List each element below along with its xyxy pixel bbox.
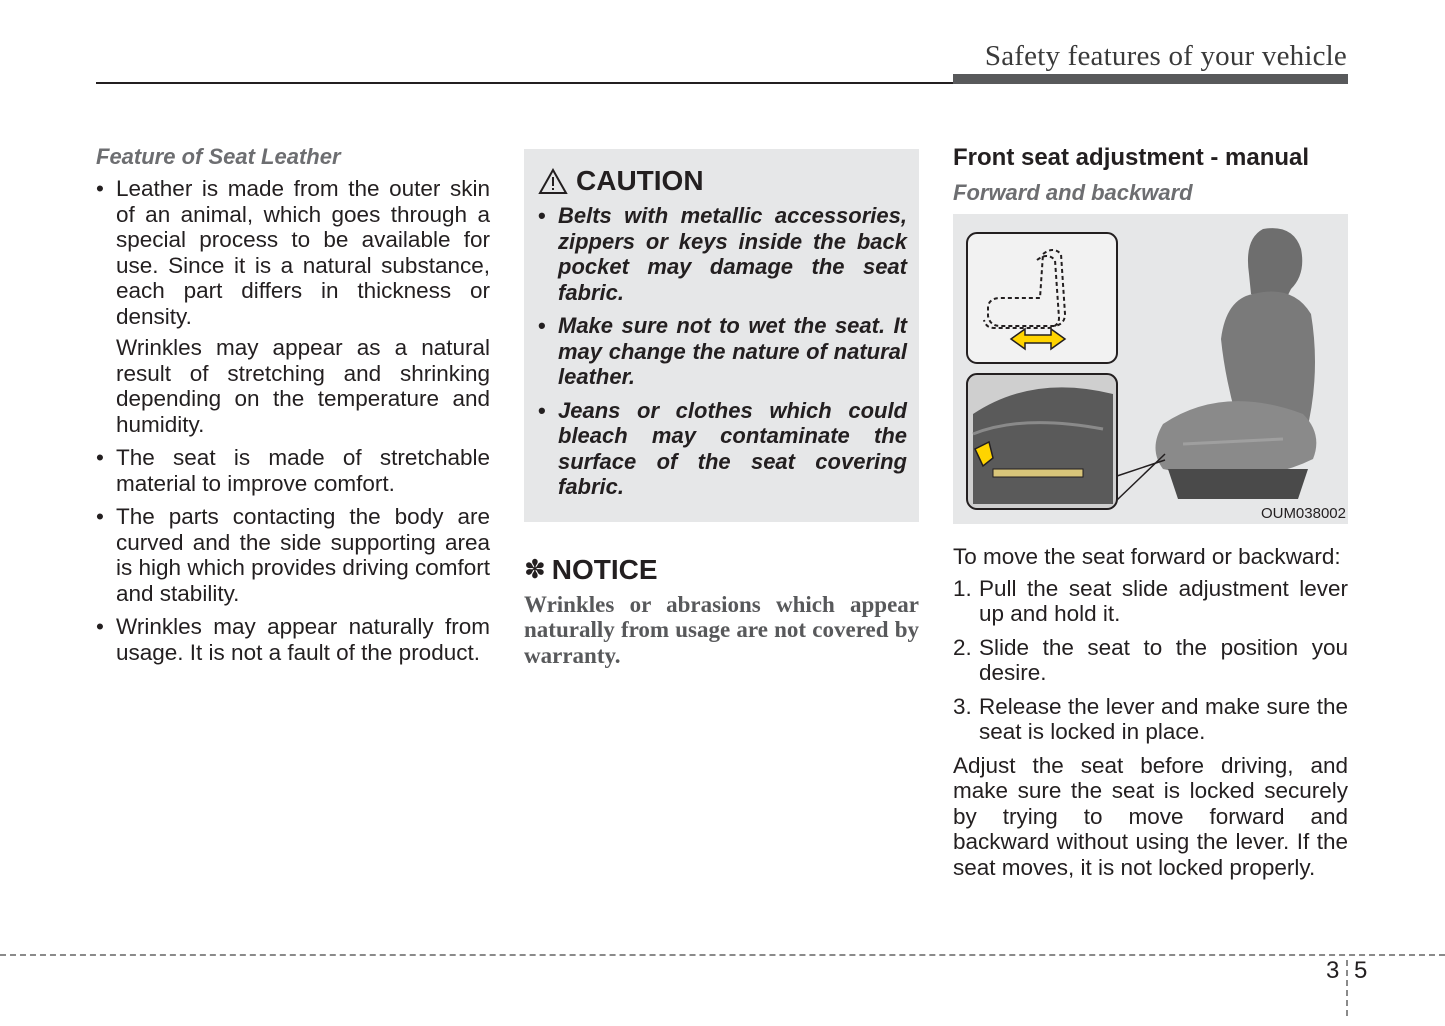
bullet-dot: • (538, 203, 546, 228)
caution-box (524, 149, 919, 522)
steps-list (953, 576, 1348, 745)
list-item (538, 313, 907, 390)
column-caution-notice (524, 149, 919, 668)
list-item-text: The parts contacting the body are curved and the side supporting area is high which provides driving comfort and stability. (116, 504, 490, 606)
caution-item-text: Make sure not to wet the seat. It may change the nature of natural leather. (558, 313, 907, 389)
list-item (96, 504, 490, 606)
step-text: Slide the seat to the position you desire. (979, 634, 1348, 685)
column-seat-adjustment (953, 144, 1348, 880)
caution-item-text: Jeans or clothes which could bleach may contaminate the surface of the seat covering fabric. (558, 397, 907, 499)
running-header: Safety features of your vehicle (984, 40, 1347, 72)
column-seat-leather (96, 144, 490, 673)
notice-text: Wrinkles or abrasions which appear naturally from usage are not covered by warranty. (524, 591, 919, 668)
list-item-text: Leather is made from the outer skin of an animal, which goes through a special process to be available for use. Since it is a natural substance, each part differs in thickness or density. (116, 176, 490, 329)
caution-list (538, 203, 907, 500)
step-number: 2. (953, 634, 972, 660)
list-item-text: Wrinkles may appear naturally from usage. It is not a fault of the product. (116, 614, 490, 665)
bullet-dot: • (538, 313, 546, 338)
warning-triangle-icon (538, 168, 568, 195)
list-item (953, 694, 1348, 745)
page-number: 5 (1354, 957, 1368, 984)
seat-leather-list (96, 176, 490, 665)
bullet-dot: • (96, 445, 104, 470)
seat-leather-heading: Feature of Seat Leather (96, 144, 341, 169)
list-item (96, 176, 490, 437)
seat-diagram (953, 214, 1348, 524)
forward-backward-heading: Forward and backward (953, 180, 1193, 205)
step-number: 3. (953, 693, 972, 719)
step-number: 1. (953, 575, 972, 601)
step-text: Release the lever and make sure the seat is locked in place. (979, 693, 1348, 744)
list-item (953, 635, 1348, 686)
list-item (538, 398, 907, 500)
intro-text: To move the seat forward or backward: (953, 544, 1341, 569)
notice-heading (524, 554, 919, 586)
figure-caption: OUM038002 (1260, 505, 1346, 522)
caution-item-text: Belts with metallic accessories, zippers or keys inside the back pocket may damage the seat fabric. (558, 203, 907, 305)
list-item (96, 614, 490, 665)
list-item (96, 445, 490, 496)
chapter-number: 3 (1326, 957, 1340, 984)
notice-title: NOTICE (551, 553, 658, 585)
step-text: Pull the seat slide adjustment lever up and hold it. (979, 575, 1348, 626)
closing-text: Adjust the seat before driving, and make sure the seat is locked securely by trying to move forward and backward without using the lever. If the seat moves, it is not locked properly. (953, 752, 1348, 880)
page-number-divider (1346, 960, 1348, 1016)
bullet-dot: • (96, 614, 104, 639)
seat-illustration (953, 214, 1348, 524)
bullet-dot: • (538, 397, 546, 423)
asterisk-icon: ✽ (524, 554, 546, 584)
list-item-text: The seat is made of stretchable material to improve comfort. (116, 445, 490, 496)
list-item (953, 576, 1348, 627)
list-item-continuation: Wrinkles may appear as a natural result of stretching and shrinking depending on the temperature and humidity. (116, 335, 490, 437)
footer-dashed-rule (0, 954, 1445, 956)
caution-title: CAUTION (576, 165, 704, 196)
section-title: Front seat adjustment - manual (953, 144, 1310, 171)
bullet-dot: • (96, 504, 104, 529)
header-accent-bar (953, 74, 1348, 84)
caution-heading (538, 165, 907, 197)
list-item (538, 203, 907, 305)
bullet-dot: • (96, 176, 104, 201)
car-seat-icon (1156, 228, 1317, 499)
